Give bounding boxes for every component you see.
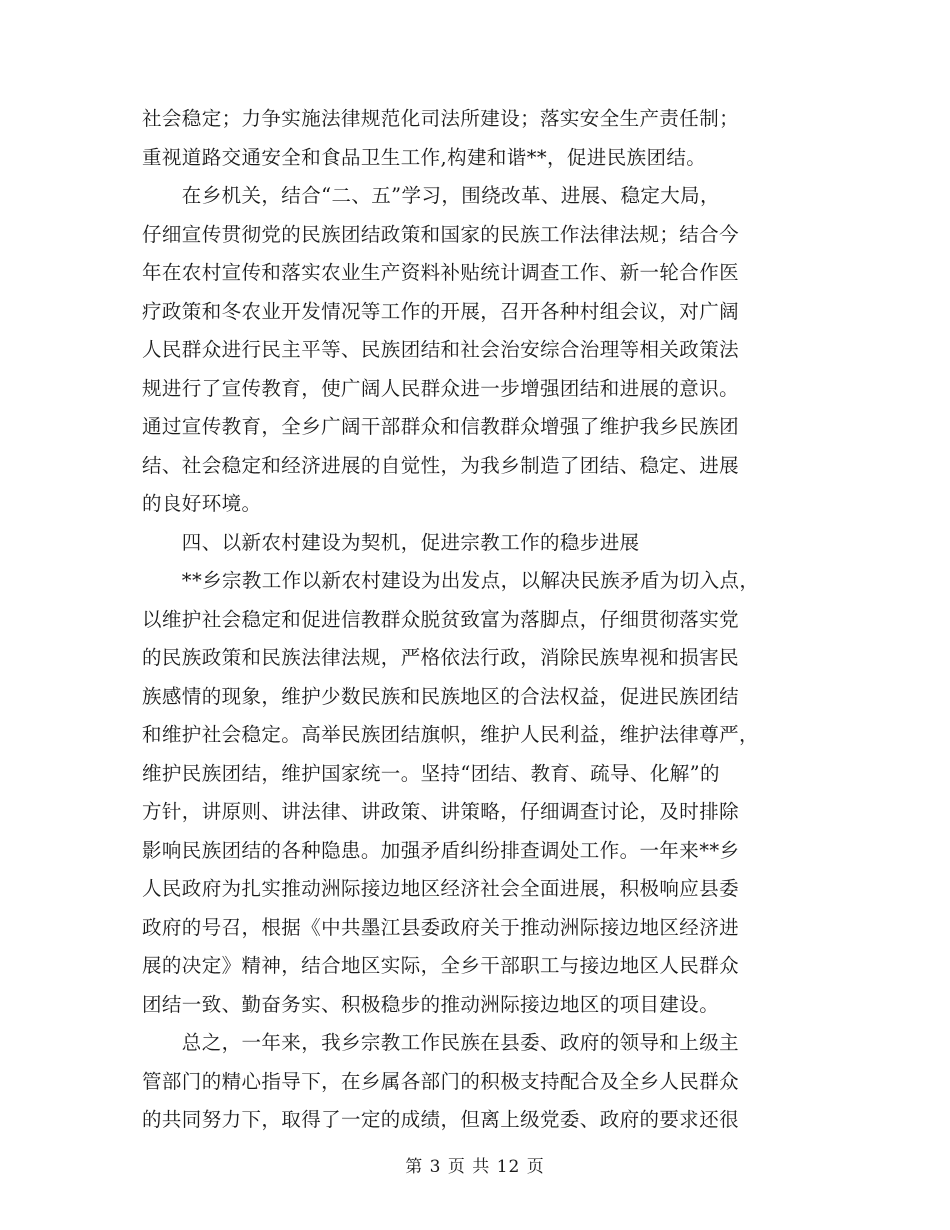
text-line: 总之，一年来，我乡宗教工作民族在县委、政府的领导和上级主 — [142, 1031, 740, 1054]
text-line: 的民族政策和民族法律法规，严格依法行政，消除民族卑视和损害民 — [142, 646, 740, 669]
text-line: 方针，讲原则、讲法律、讲政策、讲策略，仔细调查讨论，及时排除 — [142, 800, 740, 823]
text-line: 通过宣传教育，全乡广阔干部群众和信教群众增强了维护我乡民族团 — [142, 415, 740, 438]
text-line: 展的决定》精神，结合地区实际，全乡干部职工与接边地区人民群众 — [142, 954, 740, 977]
text-line: 人民群众进行民主平等、民族团结和社会治安综合治理等相关政策法 — [142, 338, 740, 361]
text-line: 疗政策和冬农业开发情况等工作的开展，召开各种村组会议，对广阔 — [142, 299, 740, 323]
text-line: 维护民族团结，维护国家统一。坚持“团结、教育、疏导、化解”的 — [142, 761, 720, 785]
text-line: 团结一致、勤奋务实、积极稳步的推动洲际接边地区的项目建设。 — [142, 992, 720, 1016]
text-line: 四、以新农村建设为契机，促进宗教工作的稳步进展 — [142, 530, 640, 554]
text-line: 结、社会稳定和经济进展的自觉性，为我乡制造了团结、稳定、进展 — [142, 453, 740, 477]
text-line: 影响民族团结的各种隐患。加强矛盾纠纷排查调处工作。一年来**乡 — [142, 838, 740, 862]
page-footer: 第 3 页 共 12 页 — [405, 1157, 545, 1177]
text-line: 以维护社会稳定和促进信教群众脱贫致富为落脚点，仔细贯彻落实党 — [142, 607, 740, 631]
text-line: 社会稳定；力争实施法律规范化司法所建设；落实安全生产责任制； — [142, 107, 740, 130]
text-line: 的良好环境。 — [142, 492, 262, 515]
text-line: 仔细宣传贯彻党的民族团结政策和国家的民族工作法律法规；结合今 — [142, 222, 740, 246]
text-line: **乡宗教工作以新农村建设为出发点，以解决民族矛盾为切入点， — [142, 569, 760, 592]
text-line: 政府的号召，根据《中共墨江县委政府关于推动洲际接边地区经济进 — [142, 915, 740, 939]
text-line: 族感情的现象，维护少数民族和民族地区的合法权益，促进民族团结 — [142, 684, 740, 708]
text-line: 重视道路交通安全和食品卫生工作,构建和谐**，促进民族团结。 — [142, 145, 707, 169]
text-line: 规进行了宣传教育，使广阔人民群众进一步增强团结和进展的意识。 — [142, 376, 740, 400]
document-body — [142, 100, 822, 1140]
text-line: 年在农村宣传和落实农业生产资料补贴统计调查工作、新一轮合作医 — [142, 261, 740, 284]
text-line: 在乡机关，结合“二、五”学习，围绕改革、进展、稳定大局， — [142, 184, 720, 207]
text-line: 的共同努力下，取得了一定的成绩，但离上级党委、政府的要求还很 — [142, 1108, 740, 1131]
text-line: 和维护社会稳定。高举民族团结旗帜，维护人民利益，维护法律尊严， — [142, 723, 759, 746]
text-line: 人民政府为扎实推动洲际接边地区经济社会全面进展，积极响应县委 — [142, 877, 740, 900]
text-line: 管部门的精心指导下，在乡属各部门的积极支持配合及全乡人民群众 — [142, 1069, 740, 1093]
